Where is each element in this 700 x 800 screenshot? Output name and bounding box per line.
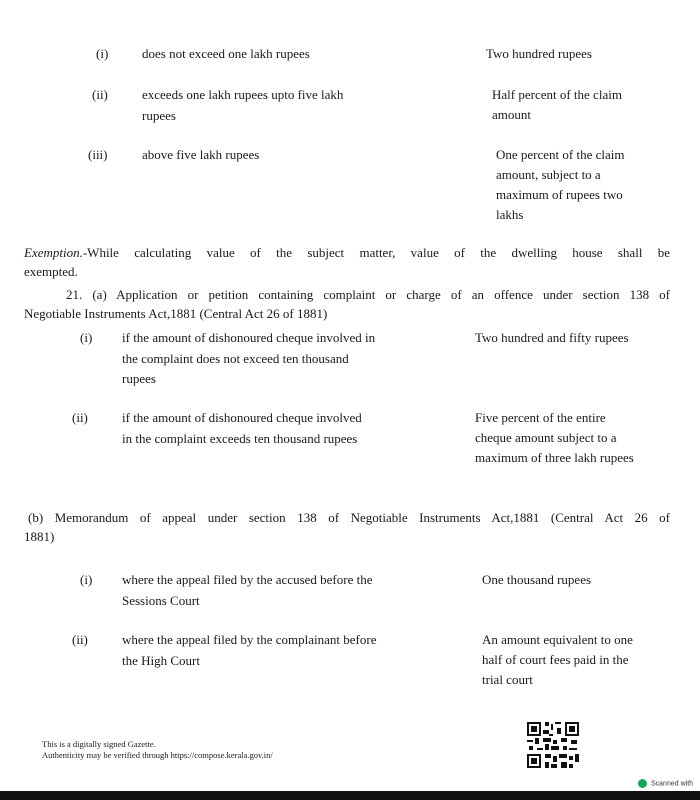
exemption-label: Exemption. [24,245,83,260]
row-number: (i) [80,572,93,587]
row-number: (ii) [72,410,88,425]
row-fee [496,145,625,225]
scanner-watermark [638,779,693,788]
row-fee [486,44,592,64]
scanner-label: Scanned with [651,780,694,788]
desc-line: rupees [142,107,176,123]
section-21-heading [24,285,670,323]
row-description [122,328,375,390]
fee-line: trial court [482,672,533,687]
section-21-line2: Negotiable Instruments Act,1881 (Central Act 26 of 1881) [24,306,328,321]
section-21-line1: 21. (a) Application or petition containing complaint or charge of an offence under section 138 of [66,287,670,302]
row-description [122,570,373,611]
exemption-text-end: exempted. [24,264,78,279]
desc-line: if the amount of dishonoured cheque involved [122,410,362,425]
desc-line: the High Court [122,652,200,668]
row-number: (ii) [72,632,88,647]
fee-line: maximum of rupees two [496,187,623,202]
section-b-line1: (b) Memorandum of appeal under section 138 of Negotiable Instruments Act,1881 (Central Act 26 of [28,510,670,525]
fee-line: maximum of three lakh rupees [475,450,634,465]
row-description [142,145,259,166]
desc-line: in the complaint exceeds ten thousand rupees [122,430,358,446]
row-description [142,85,343,126]
row-number: (ii) [92,87,108,102]
row-fee [475,328,629,348]
fee-line: Half percent of the claim [492,87,622,102]
fee-line: One thousand rupees [482,572,592,587]
qr-code-icon [525,720,581,770]
fee-line: Five percent of the entire [475,410,606,425]
fee-line: Two hundred and fifty rupees [475,330,629,345]
fee-line: cheque amount subject to a [475,430,617,445]
desc-line: does not exceed one lakh rupees [142,46,310,61]
desc-line: if the amount of dishonoured cheque involved in [122,330,376,345]
fee-line: amount [492,107,531,122]
section-b-line2: 1881) [24,529,55,544]
scanner-logo-icon [638,779,647,788]
bottom-edge-bar [0,791,700,800]
footer-line2: Authenticity may be verified through https://compose.kerala.gov.in/ [42,750,273,760]
desc-line: where the appeal filed by the accused before the [122,572,373,587]
desc-line: exceeds one lakh rupees upto five lakh [142,87,344,102]
exemption-text: -While calculating value of the subject matter, value of the dwelling house shall be [82,245,670,260]
fee-line: half of court fees paid in the [482,652,629,667]
row-number: (i) [96,46,109,61]
row-fee [482,630,633,690]
fee-line: Two hundred rupees [486,46,592,61]
fee-line: One percent of the claim [496,147,625,162]
row-description [122,408,362,449]
desc-line: rupees [122,371,156,386]
section-b-heading [24,508,670,546]
fee-line: lakhs [496,207,524,222]
row-fee [475,408,634,468]
row-description [122,630,376,671]
desc-line: where the appeal filed by the complainant before [122,632,377,647]
row-fee [492,85,622,125]
row-fee [482,570,591,590]
footer-line1: This is a digitally signed Gazette. [42,739,156,749]
desc-line: above five lakh rupees [142,147,260,162]
row-number: (i) [80,330,93,345]
fee-line: amount, subject to a [496,167,601,182]
desc-line: Sessions Court [122,592,200,608]
gazette-footer [42,739,273,761]
row-number: (iii) [88,147,108,162]
fee-line: An amount equivalent to one [482,632,633,647]
desc-line: the complaint does not exceed ten thousand [122,350,349,366]
row-description [142,44,310,65]
exemption-paragraph [24,243,670,281]
